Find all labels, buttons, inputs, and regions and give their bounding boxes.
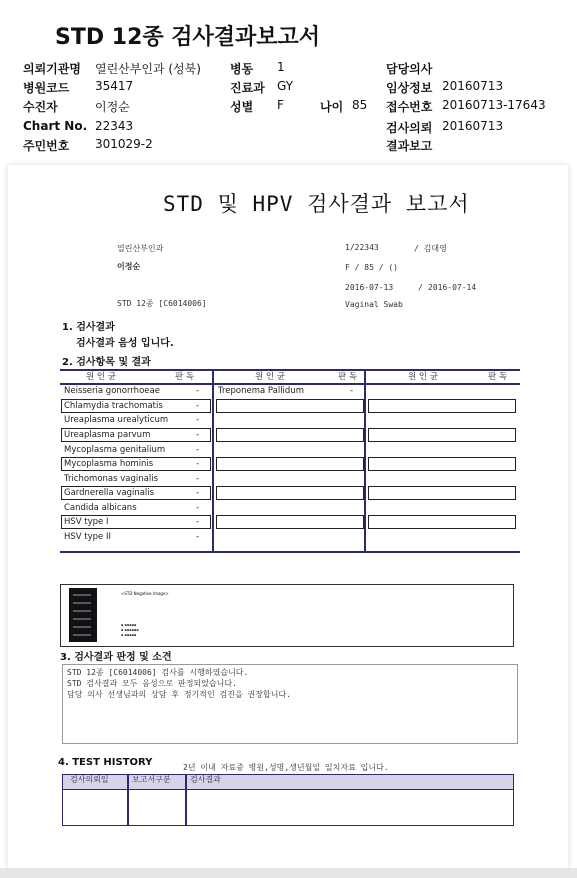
hist-col-type: 보고서구분 [132, 775, 171, 784]
receipt-label: 접수번호 [386, 100, 433, 114]
id-label: 주민번호 [23, 139, 70, 153]
institution-label: 의뢰기관명 [23, 62, 81, 76]
column-divider [185, 775, 187, 825]
result-image-panel [60, 584, 514, 647]
section-2-title: 2. 검사항목 및 결과 [62, 357, 151, 368]
ward-value: 1 [277, 60, 285, 74]
section-4-title: 4. TEST HISTORY [58, 757, 153, 768]
pathogen-name: HSV type I [64, 517, 109, 527]
pathogen-name: Mycoplasma genitalium [64, 445, 166, 455]
pathogen-name: Mycoplasma hominis [64, 459, 154, 469]
row-box [368, 515, 516, 529]
opinion-line: 담당 의사 선생님과의 상담 후 정기적인 검진을 권장합니다. [67, 690, 292, 699]
image-mini-text: ▪ ▪▪▪▪▪ [121, 633, 137, 637]
institution-value: 열린산부인과 (성북) [95, 62, 201, 76]
pathogen-result: - [196, 532, 200, 542]
patient-label: 수진자 [23, 100, 58, 114]
opinion-line: STD 검사결과 모두 음성으로 판정되었습니다. [67, 679, 237, 688]
col-pathogen-3: 원 인 균 [408, 372, 439, 382]
pathogen-result: - [196, 445, 200, 455]
pathogen-result: - [196, 430, 200, 440]
doc-specimen: Vaginal Swab [345, 300, 403, 309]
col-pathogen-2: 원 인 균 [255, 372, 286, 382]
age-label: 나이 [320, 100, 344, 114]
doc-doctor: / 김대영 [414, 244, 447, 253]
clinical-info-value: 20160713 [442, 79, 504, 93]
request-label: 검사의뢰 [386, 121, 433, 135]
section-4-note: 2년 이내 자료중 병원,성명,생년월일 일치자료 입니다. [183, 763, 389, 772]
pathogen-result: - [196, 488, 200, 498]
doc-sex-age: F / 85 / () [345, 263, 398, 272]
doc-chart: 1/22343 [345, 243, 379, 252]
age-value: 85 [352, 98, 368, 112]
column-divider [364, 371, 366, 551]
opinion-line: STD 12종 [C6014006] 검사를 시행하였습니다. [67, 668, 249, 677]
col-judge-1: 판 독 [175, 372, 195, 382]
pathogen-name: HSV type II [64, 532, 112, 542]
doctor-label: 담당의사 [386, 62, 433, 76]
report-title: STD 12종 검사결과보고서 [55, 25, 321, 50]
row-box [368, 457, 516, 471]
row-box [216, 457, 364, 471]
clinical-info-label: 임상정보 [386, 81, 433, 95]
pathogen-result: - [196, 415, 200, 425]
pathogen-result: - [350, 386, 354, 396]
id-value: 301029-2 [95, 137, 153, 151]
row-box [216, 515, 364, 529]
dept-label: 진료과 [230, 81, 265, 95]
col-judge-3: 판 독 [488, 372, 508, 382]
request-value: 20160713 [442, 119, 504, 133]
pathogen-name: Ureaplasma urealyticum [64, 415, 169, 425]
pathogen-result: - [196, 474, 200, 484]
hist-col-date: 검사의뢰일 [70, 775, 109, 784]
image-caption: <STD Negative Image> [121, 591, 169, 596]
doc-hospital: 열린산부인과 [117, 244, 164, 253]
dept-value: GY [277, 79, 294, 93]
row-box [216, 399, 364, 413]
pathogen-result: - [196, 459, 200, 469]
pathogen-name: Neisseria gonorrhoeae [64, 386, 160, 396]
pathogen-name: Chlamydia trachomatis [64, 401, 163, 411]
row-box [216, 486, 364, 500]
bottom-bar [0, 868, 577, 878]
receipt-value: 20160713-17643 [442, 98, 546, 112]
section-1-result: 검사결과 음성 입니다. [76, 338, 174, 349]
row-box [368, 428, 516, 442]
patient-value: 이정순 [95, 100, 130, 114]
sex-label: 성별 [230, 100, 254, 114]
chart-label: Chart No. [23, 119, 88, 133]
doc-date-to: 2016-07-14 [428, 283, 477, 292]
document-title: STD 및 HPV 검사결과 보고서 [163, 192, 470, 216]
history-table [62, 774, 514, 826]
pathogen-name: Trichomonas vaginalis [64, 474, 159, 484]
doc-test-code: STD 12종 [C6014006] [117, 299, 207, 308]
pathogen-result: - [196, 386, 200, 396]
doc-date-sep: / [418, 283, 423, 292]
section-3-title: 3. 검사결과 판정 및 소견 [60, 652, 172, 663]
column-divider [212, 371, 214, 551]
section-1-title: 1. 검사결과 [62, 322, 115, 333]
column-divider [127, 775, 129, 825]
pathogen-name: Treponema Pallidum [218, 386, 304, 396]
pathogen-name: Ureaplasma parvum [64, 430, 151, 440]
pathogen-result: - [196, 503, 200, 513]
pathogen-result: - [196, 517, 200, 527]
row-box [368, 399, 516, 413]
hospital-code-value: 35417 [95, 79, 134, 93]
col-judge-2: 판 독 [338, 372, 358, 382]
pathogen-result: - [196, 401, 200, 411]
history-table-header [63, 775, 513, 790]
col-pathogen-1: 원 인 균 [86, 372, 117, 382]
report-label: 결과보고 [386, 139, 433, 153]
image-mini-text: ▪ ▪▪▪▪▪▪ [121, 628, 139, 632]
hospital-code-label: 병원코드 [23, 81, 70, 95]
doc-patient: 이정순 [117, 262, 141, 271]
chart-value: 22343 [95, 119, 134, 133]
results-table-header [60, 371, 520, 385]
pathogen-name: Candida albicans [64, 503, 137, 513]
sex-value: F [277, 98, 284, 112]
row-box [368, 486, 516, 500]
ward-label: 병동 [230, 62, 254, 76]
pathogen-name: Gardnerella vaginalis [64, 488, 155, 498]
hist-col-result: 검사결과 [190, 775, 221, 784]
doc-date-from: 2016-07-13 [345, 283, 394, 292]
image-mini-text: ▪ ▪▪▪▪▪ [121, 623, 137, 627]
gel-image-thumbnail [69, 588, 97, 642]
row-box [216, 428, 364, 442]
